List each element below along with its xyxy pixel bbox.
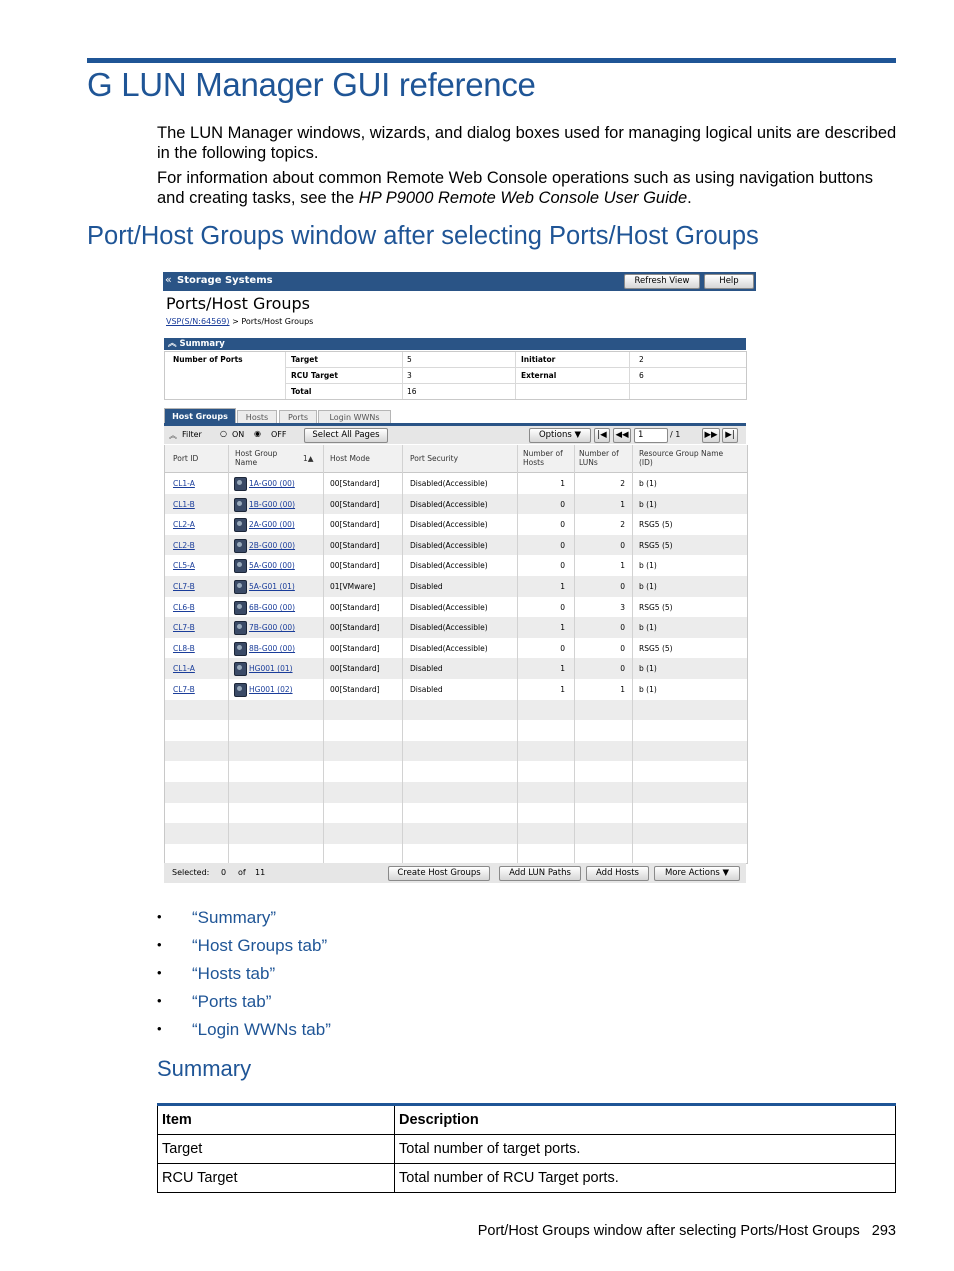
last-page-icon[interactable]: ▶|	[722, 428, 738, 443]
column-header-port-security[interactable]: Port Security	[410, 454, 459, 463]
list-item: • “Hosts tab”	[157, 964, 276, 983]
table-row[interactable]	[165, 782, 747, 803]
create-host-groups-button[interactable]: Create Host Groups	[388, 866, 490, 881]
selected-label: Selected:	[172, 868, 210, 877]
total-label: Total	[291, 387, 312, 396]
port-security-cell: Disabled(Accessible)	[410, 540, 488, 550]
resource-group-cell: b (1)	[639, 499, 657, 509]
number-of-hosts-cell: 1	[560, 479, 565, 488]
table-row[interactable]	[165, 576, 747, 597]
host-mode-cell: 00[Standard]	[330, 499, 380, 509]
host-group-icon	[234, 559, 247, 573]
number-of-hosts-cell: 0	[560, 643, 565, 653]
table-row[interactable]	[165, 823, 747, 844]
host-group-name-cell[interactable]: 5A-G00 (00)	[249, 561, 295, 571]
summary-header[interactable]: ︽ Summary	[164, 338, 746, 350]
breadcrumb-link-vsp[interactable]: VSP(S/N:64569)	[166, 317, 230, 326]
column-header-host-mode[interactable]: Host Mode	[330, 454, 370, 463]
page-number-input[interactable]: 1	[634, 428, 668, 443]
table-row[interactable]	[165, 803, 747, 824]
table-row[interactable]	[165, 741, 747, 762]
port-security-cell: Disabled(Accessible)	[410, 643, 488, 653]
filter-on-radio[interactable]: ○	[220, 429, 227, 438]
port-security-cell: Disabled(Accessible)	[410, 520, 488, 530]
of-label: of	[238, 868, 246, 877]
host-group-icon	[234, 539, 247, 553]
resource-group-cell: RSG5 (5)	[639, 520, 673, 530]
host-mode-cell: 00[Standard]	[330, 623, 380, 633]
resource-group-cell: b (1)	[639, 561, 657, 571]
port-security-cell: Disabled	[410, 582, 443, 591]
storage-systems-label[interactable]: Storage Systems	[177, 275, 273, 286]
resource-group-cell: RSG5 (5)	[639, 602, 673, 612]
first-page-icon[interactable]: |◀	[594, 428, 610, 443]
resource-group-cell: b (1)	[639, 664, 657, 674]
section-title: Port/Host Groups window after selecting Ports/Host Groups	[87, 222, 759, 250]
host-group-name-cell[interactable]: HG001 (01)	[249, 664, 293, 674]
selected-count: 0	[221, 868, 227, 877]
external-label: External	[521, 371, 557, 380]
port-security-cell: Disabled(Accessible)	[410, 602, 488, 612]
number-of-hosts-cell: 0	[560, 499, 565, 509]
tab-ports[interactable]: Ports	[279, 410, 317, 424]
resource-group-cell: b (1)	[639, 582, 657, 591]
port-id-cell[interactable]: CL6-B	[173, 602, 195, 612]
table-row[interactable]	[165, 679, 747, 700]
table-row[interactable]	[165, 844, 747, 865]
port-id-cell[interactable]: CL5-A	[173, 561, 195, 571]
host-groups-table	[164, 445, 748, 864]
initiator-value: 2	[639, 355, 644, 364]
number-of-hosts-cell: 1	[560, 582, 565, 591]
refresh-view-button[interactable]: Refresh View	[624, 274, 700, 289]
number-of-hosts-cell: 1	[560, 664, 565, 674]
port-id-cell[interactable]: CL7-B	[173, 582, 195, 591]
number-of-ports-label: Number of Ports	[173, 355, 243, 364]
host-group-name-cell[interactable]: 7B-G00 (00)	[249, 623, 296, 633]
host-group-icon	[234, 662, 247, 676]
table-row: Target Total number of target ports.	[158, 1135, 896, 1164]
column-header-description: Description	[395, 1105, 896, 1135]
port-id-cell[interactable]: CL7-B	[173, 623, 195, 633]
more-actions-dropdown[interactable]: More Actions ▼	[654, 866, 740, 881]
number-of-luns-cell: 2	[620, 479, 625, 488]
sort-ascending-icon[interactable]: 1▲	[303, 454, 314, 463]
host-group-name-cell[interactable]: 1A-G00 (00)	[249, 479, 295, 488]
rcu-target-value: 3	[407, 371, 412, 380]
chapter-rule	[87, 58, 896, 63]
port-security-cell: Disabled(Accessible)	[410, 499, 488, 509]
port-id-cell[interactable]: CL8-B	[173, 643, 195, 653]
list-item: • “Login WWNs tab”	[157, 1020, 331, 1039]
intro-paragraph-2: For information about common Remote Web Console operations such as using navigation buttons and creating tasks, see the HP P9000 Remote Web Console User Guide.	[157, 169, 874, 207]
tab-hosts[interactable]: Hosts	[237, 410, 277, 424]
table-row[interactable]	[165, 658, 747, 679]
number-of-luns-cell: 1	[620, 499, 625, 509]
host-mode-cell: 00[Standard]	[330, 540, 380, 550]
tab-host-groups[interactable]: Host Groups	[164, 408, 236, 424]
target-label: Target	[291, 355, 318, 364]
table-row[interactable]	[165, 720, 747, 741]
port-security-cell: Disabled	[410, 664, 443, 674]
host-group-icon	[234, 518, 247, 532]
port-id-cell[interactable]: CL1-A	[173, 664, 195, 674]
table-row[interactable]	[165, 597, 747, 618]
column-header-number-of-hosts[interactable]: Number of Hosts	[523, 449, 563, 467]
summary-description-table	[157, 1103, 896, 1193]
next-page-icon[interactable]: ▶▶	[702, 428, 720, 443]
select-all-pages-button[interactable]: Select All Pages	[304, 428, 388, 443]
resource-group-cell: b (1)	[639, 479, 657, 488]
list-item: • “Host Groups tab”	[157, 936, 328, 955]
host-mode-cell: 00[Standard]	[330, 643, 380, 653]
host-group-name-cell[interactable]: HG001 (02)	[249, 685, 293, 694]
table-row[interactable]	[165, 761, 747, 782]
host-group-name-cell[interactable]: 8B-G00 (00)	[249, 643, 296, 653]
options-dropdown[interactable]: Options ▼	[529, 428, 591, 443]
list-item: • “Ports tab”	[157, 992, 272, 1011]
filter-on-label: ON	[232, 430, 245, 439]
table-row[interactable]	[165, 514, 747, 535]
resource-group-cell: RSG5 (5)	[639, 643, 673, 653]
resource-group-cell: b (1)	[639, 685, 657, 694]
host-group-icon	[234, 683, 247, 697]
number-of-hosts-cell: 1	[560, 685, 565, 694]
port-security-cell: Disabled	[410, 685, 443, 694]
breadcrumb: VSP(S/N:64569) > Ports/Host Groups	[166, 317, 314, 326]
filter-off-radio[interactable]: ◉	[254, 429, 261, 438]
host-group-icon	[234, 498, 247, 512]
collapse-chevron-icon[interactable]: ︽	[168, 339, 177, 349]
port-id-cell[interactable]: CL7-B	[173, 685, 195, 694]
summary-panel	[164, 351, 747, 400]
tab-login-wwns[interactable]: Login WWNs	[318, 410, 391, 424]
host-mode-cell: 00[Standard]	[330, 561, 380, 571]
host-group-icon	[234, 621, 247, 635]
storage-systems-bar	[163, 272, 756, 291]
table-row[interactable]	[165, 473, 747, 494]
number-of-luns-cell: 2	[620, 520, 625, 530]
number-of-hosts-cell: 0	[560, 602, 565, 612]
target-value: 5	[407, 355, 412, 364]
table-row[interactable]	[165, 638, 747, 659]
table-row[interactable]	[165, 700, 747, 721]
table-row[interactable]	[165, 535, 747, 556]
number-of-luns-cell: 0	[620, 623, 625, 633]
host-group-icon	[234, 642, 247, 656]
port-id-cell[interactable]: CL1-B	[173, 499, 195, 509]
add-lun-paths-button[interactable]: Add LUN Paths	[499, 866, 581, 881]
page-number: 293	[871, 1223, 896, 1239]
host-group-icon	[234, 477, 247, 491]
prev-page-icon[interactable]: ◀◀	[613, 428, 631, 443]
host-mode-cell: 00[Standard]	[330, 602, 380, 612]
host-group-name-cell[interactable]: 5A-G01 (01)	[249, 582, 295, 591]
host-group-name-cell[interactable]: 1B-G00 (00)	[249, 499, 296, 509]
number-of-luns-cell: 0	[620, 643, 625, 653]
initiator-label: Initiator	[521, 355, 556, 364]
number-of-luns-cell: 3	[620, 602, 625, 612]
table-row: RCU Target Total number of RCU Target ports.	[158, 1164, 896, 1193]
chapter-title: G LUN Manager GUI reference	[87, 66, 536, 103]
total-value: 16	[407, 387, 417, 396]
number-of-luns-cell: 0	[620, 540, 625, 550]
help-button[interactable]: Help	[704, 274, 754, 289]
host-group-icon	[234, 601, 247, 615]
host-mode-cell: 00[Standard]	[330, 685, 380, 694]
column-header-number-of-luns[interactable]: Number of LUNs	[579, 449, 619, 467]
port-security-cell: Disabled(Accessible)	[410, 479, 488, 488]
column-header-port-id[interactable]: Port ID	[173, 454, 199, 463]
number-of-hosts-cell: 1	[560, 623, 565, 633]
port-security-cell: Disabled(Accessible)	[410, 561, 488, 571]
total-count: 11	[255, 868, 266, 877]
number-of-hosts-cell: 0	[560, 540, 565, 550]
external-value: 6	[639, 371, 644, 380]
table-toolbar	[164, 426, 746, 444]
host-group-name-cell[interactable]: 6B-G00 (00)	[249, 602, 296, 612]
port-id-cell[interactable]: CL1-A	[173, 479, 195, 488]
host-group-name-cell[interactable]: 2A-G00 (00)	[249, 520, 295, 530]
page-footer: Port/Host Groups window after selecting Ports/Host Groups 293	[477, 1223, 896, 1239]
number-of-hosts-cell: 0	[560, 561, 565, 571]
double-chevron-left-icon[interactable]: «	[165, 273, 172, 286]
resource-group-cell: RSG5 (5)	[639, 540, 673, 550]
resource-group-cell: b (1)	[639, 623, 657, 633]
tab-bar	[164, 408, 746, 424]
port-security-cell: Disabled(Accessible)	[410, 623, 488, 633]
host-group-icon	[234, 580, 247, 594]
host-mode-cell: 00[Standard]	[330, 520, 380, 530]
filter-off-label: OFF	[271, 430, 287, 439]
table-footer	[164, 863, 746, 883]
rcu-target-label: RCU Target	[291, 371, 338, 380]
host-mode-cell: 01[VMware]	[330, 582, 376, 591]
number-of-luns-cell: 0	[620, 664, 625, 674]
column-header-host-group-name[interactable]: Host Group Name	[235, 449, 278, 467]
summary-section-title: Summary	[157, 1056, 252, 1081]
host-mode-cell: 00[Standard]	[330, 664, 380, 674]
number-of-luns-cell: 1	[620, 685, 625, 694]
table-header	[165, 445, 747, 473]
ports-host-groups-screenshot	[163, 272, 756, 884]
table-row[interactable]	[165, 555, 747, 576]
intro-paragraph-1: The LUN Manager windows, wizards, and dialog boxes used for managing logical units are described in the following topics.	[157, 124, 897, 162]
page-title: Ports/Host Groups	[166, 294, 311, 313]
filter-icon[interactable]: ︽	[169, 431, 177, 440]
number-of-hosts-cell: 0	[560, 520, 565, 530]
add-hosts-button[interactable]: Add Hosts	[586, 866, 649, 881]
column-header-item: Item	[158, 1105, 395, 1135]
filter-label: Filter	[182, 430, 202, 439]
port-id-cell[interactable]: CL2-A	[173, 520, 195, 530]
number-of-luns-cell: 0	[620, 582, 625, 591]
host-mode-cell: 00[Standard]	[330, 479, 380, 488]
page-total: / 1	[670, 430, 681, 439]
table-row[interactable]	[165, 617, 747, 638]
number-of-luns-cell: 1	[620, 561, 625, 571]
table-row[interactable]	[165, 494, 747, 515]
host-group-name-cell[interactable]: 2B-G00 (00)	[249, 540, 296, 550]
port-id-cell[interactable]: CL2-B	[173, 540, 195, 550]
list-item: • “Summary”	[157, 908, 277, 927]
column-header-resource-group[interactable]: Resource Group Name (ID)	[639, 449, 724, 467]
